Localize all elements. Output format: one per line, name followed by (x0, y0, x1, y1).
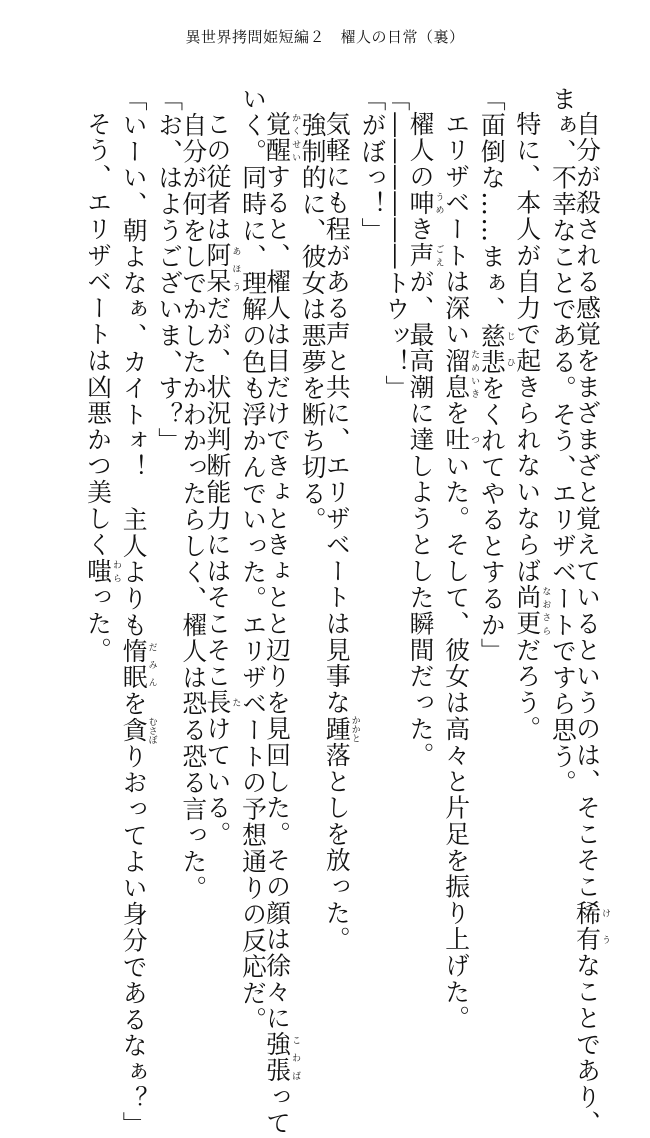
dialogue-line: 「――――――トウッ！」 (381, 86, 411, 402)
paragraph-line: 強制的に、彼女は悪夢を断ち切る。 (298, 86, 328, 534)
paragraph-line: 自分が何をしでかしたかわかったらしく、櫂人は恐る恐る言った。 (178, 86, 208, 902)
paragraph-line: 自分が殺される感覚をまざまざと覚えているというのは、そこそこ稀有けうなことであり、 (572, 110, 610, 1137)
dialogue-line: 「面倒な……まぁ、慈悲じひをくれてやるとするか」 (477, 86, 515, 665)
dialogue-line: 「がぼっ！」 (357, 86, 387, 244)
paragraph-line: 櫂人の呻うめき声ごえが、最高潮に達しようとした瞬間だった。 (406, 110, 444, 769)
paragraph-line: エリザベートは深い溜息ためいきを吐ついた。そして、彼女は高々と片足を振り上げた。 (441, 110, 480, 1032)
paragraph-line: この従者は阿呆あほうだが、状況判断能力にはそこそこ長たけている。 (202, 110, 241, 848)
paragraph-line: いく。同時に、理解の色も浮かんでいった。エリザベートの予想通りの反応だ。 (238, 86, 268, 1033)
paragraph-line: まぁ、不幸なことである。そう、エリザベートですら思う。 (548, 86, 578, 797)
paragraph-line: 覚醒かくせいすると、櫂人は目だけできょときょとと辺りを見回した。その顔は徐々に強張こわばって (262, 110, 301, 1137)
vertical-text-body (58, 86, 610, 1138)
paragraph-line: 気軽にも程がある声と共に、エリザベートは見事な踵かかと落としを放った。 (322, 110, 360, 953)
running-header: 異世界拷問姫短編２ 櫂人の日常（裏） (185, 28, 465, 46)
dialogue-line: 「いーい、朝よなぁ、カイトォ！ 主人よりも惰眠だみんを貪むさぼりおってよい身分であるなぁ？」 (119, 86, 157, 1138)
paragraph-line: 特に、本人が自力で起きられないならば尚更なおさらだろう。 (512, 110, 551, 743)
dialogue-line: 「お、はようございま、す？」 (154, 86, 184, 455)
paragraph-line: そう、エリザベートは凶悪かつ美しく嗤わらった。 (83, 110, 121, 664)
